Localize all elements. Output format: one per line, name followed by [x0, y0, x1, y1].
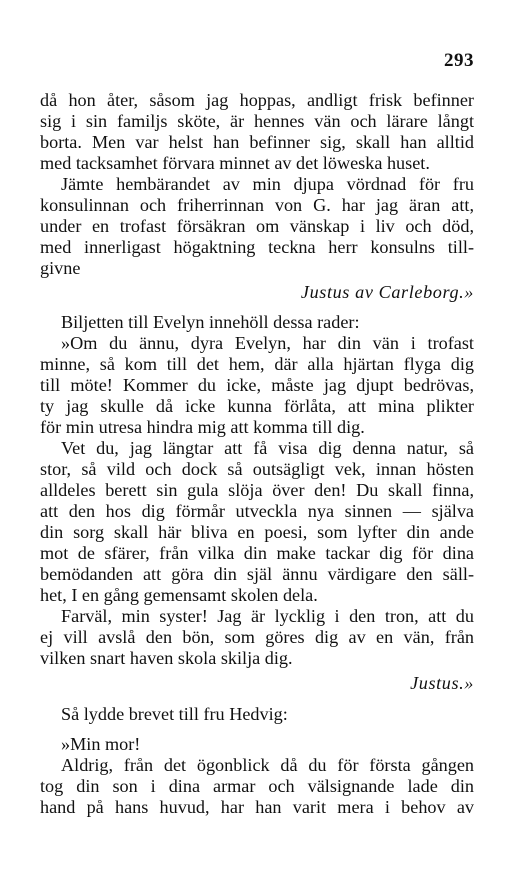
text-line: mot de sfärer, från vilka din make tackar dig för dina: [40, 543, 474, 563]
text-line: »Min mor!: [61, 734, 141, 754]
text-line: till möte! Kommer du icke, måste jag djupt bedrövas,: [40, 375, 474, 395]
text-line: ej vill avslå den bön, som göres dig av en vän, från: [40, 627, 474, 647]
text-line: Farväl, min syster! Jag är lycklig i den tron, att du: [61, 606, 474, 626]
text-line: med innerligast högaktning teckna herr konsulns till-: [40, 237, 474, 257]
text-line: sig i sin familjs sköte, är hennes vän och lärare långt: [40, 111, 474, 131]
text-line: Så lydde brevet till fru Hedvig:: [61, 704, 288, 724]
text-line: konsulinnan och friherrinnan von G. har jag äran att,: [40, 195, 474, 215]
signature-line: Justus av Carleborg.»: [300, 282, 474, 302]
text-line: hand på hans huvud, har han varit mera i behov av: [40, 797, 474, 817]
text-line: givne: [40, 258, 81, 278]
text-line: Aldrig, från det ögonblick då du för första gången: [61, 755, 474, 775]
text-line: din sorg skall här bliva en poesi, som lyfter din ande: [40, 522, 474, 542]
text-line: med tacksamhet förvara minnet av det löweska huset.: [40, 153, 430, 173]
page-number: 293: [444, 50, 474, 71]
text-line: stor, så vild och dock så outsägligt vek, innan hösten: [40, 459, 474, 479]
text-line: minne, så kom till det hem, där alla hjärtan flyga dig: [40, 354, 474, 374]
text-line: alldeles berett sin gula slöja över den! Du skall finna,: [40, 480, 474, 500]
text-line: tog din son i dina armar och välsignande lade din: [40, 776, 474, 796]
text-line: borta. Men var helst han befinner sig, skall han alltid: [40, 132, 474, 152]
text-line: vilken snart haven skola skilja dig.: [40, 648, 293, 668]
text-line: för min utresa hindra mig att komma till dig.: [40, 417, 365, 437]
text-line: då hon åter, såsom jag hoppas, andligt frisk befinner: [40, 90, 474, 110]
text-line: under en trofast försäkran om vänskap i liv och död,: [40, 216, 474, 236]
text-line: att den hos dig förmår utveckla nya sinnen — själva: [40, 501, 474, 521]
text-line: het, I en gång gemensamt skolen dela.: [40, 585, 318, 605]
text-line: Jämte hembärandet av min djupa vördnad för fru: [61, 174, 474, 194]
text-line: ty jag skulle då icke kunna förlåta, att mina plikter: [40, 396, 474, 416]
signature-line: Justus.»: [410, 673, 474, 693]
text-line: Biljetten till Evelyn innehöll dessa rader:: [61, 312, 360, 332]
text-line: »Om du ännu, dyra Evelyn, har din vän i trofast: [61, 333, 474, 353]
text-line: Vet du, jag längtar att få visa dig denna natur, så: [61, 438, 474, 458]
text-line: bemödanden att göra din själ ännu värdigare den säll-: [40, 564, 474, 584]
